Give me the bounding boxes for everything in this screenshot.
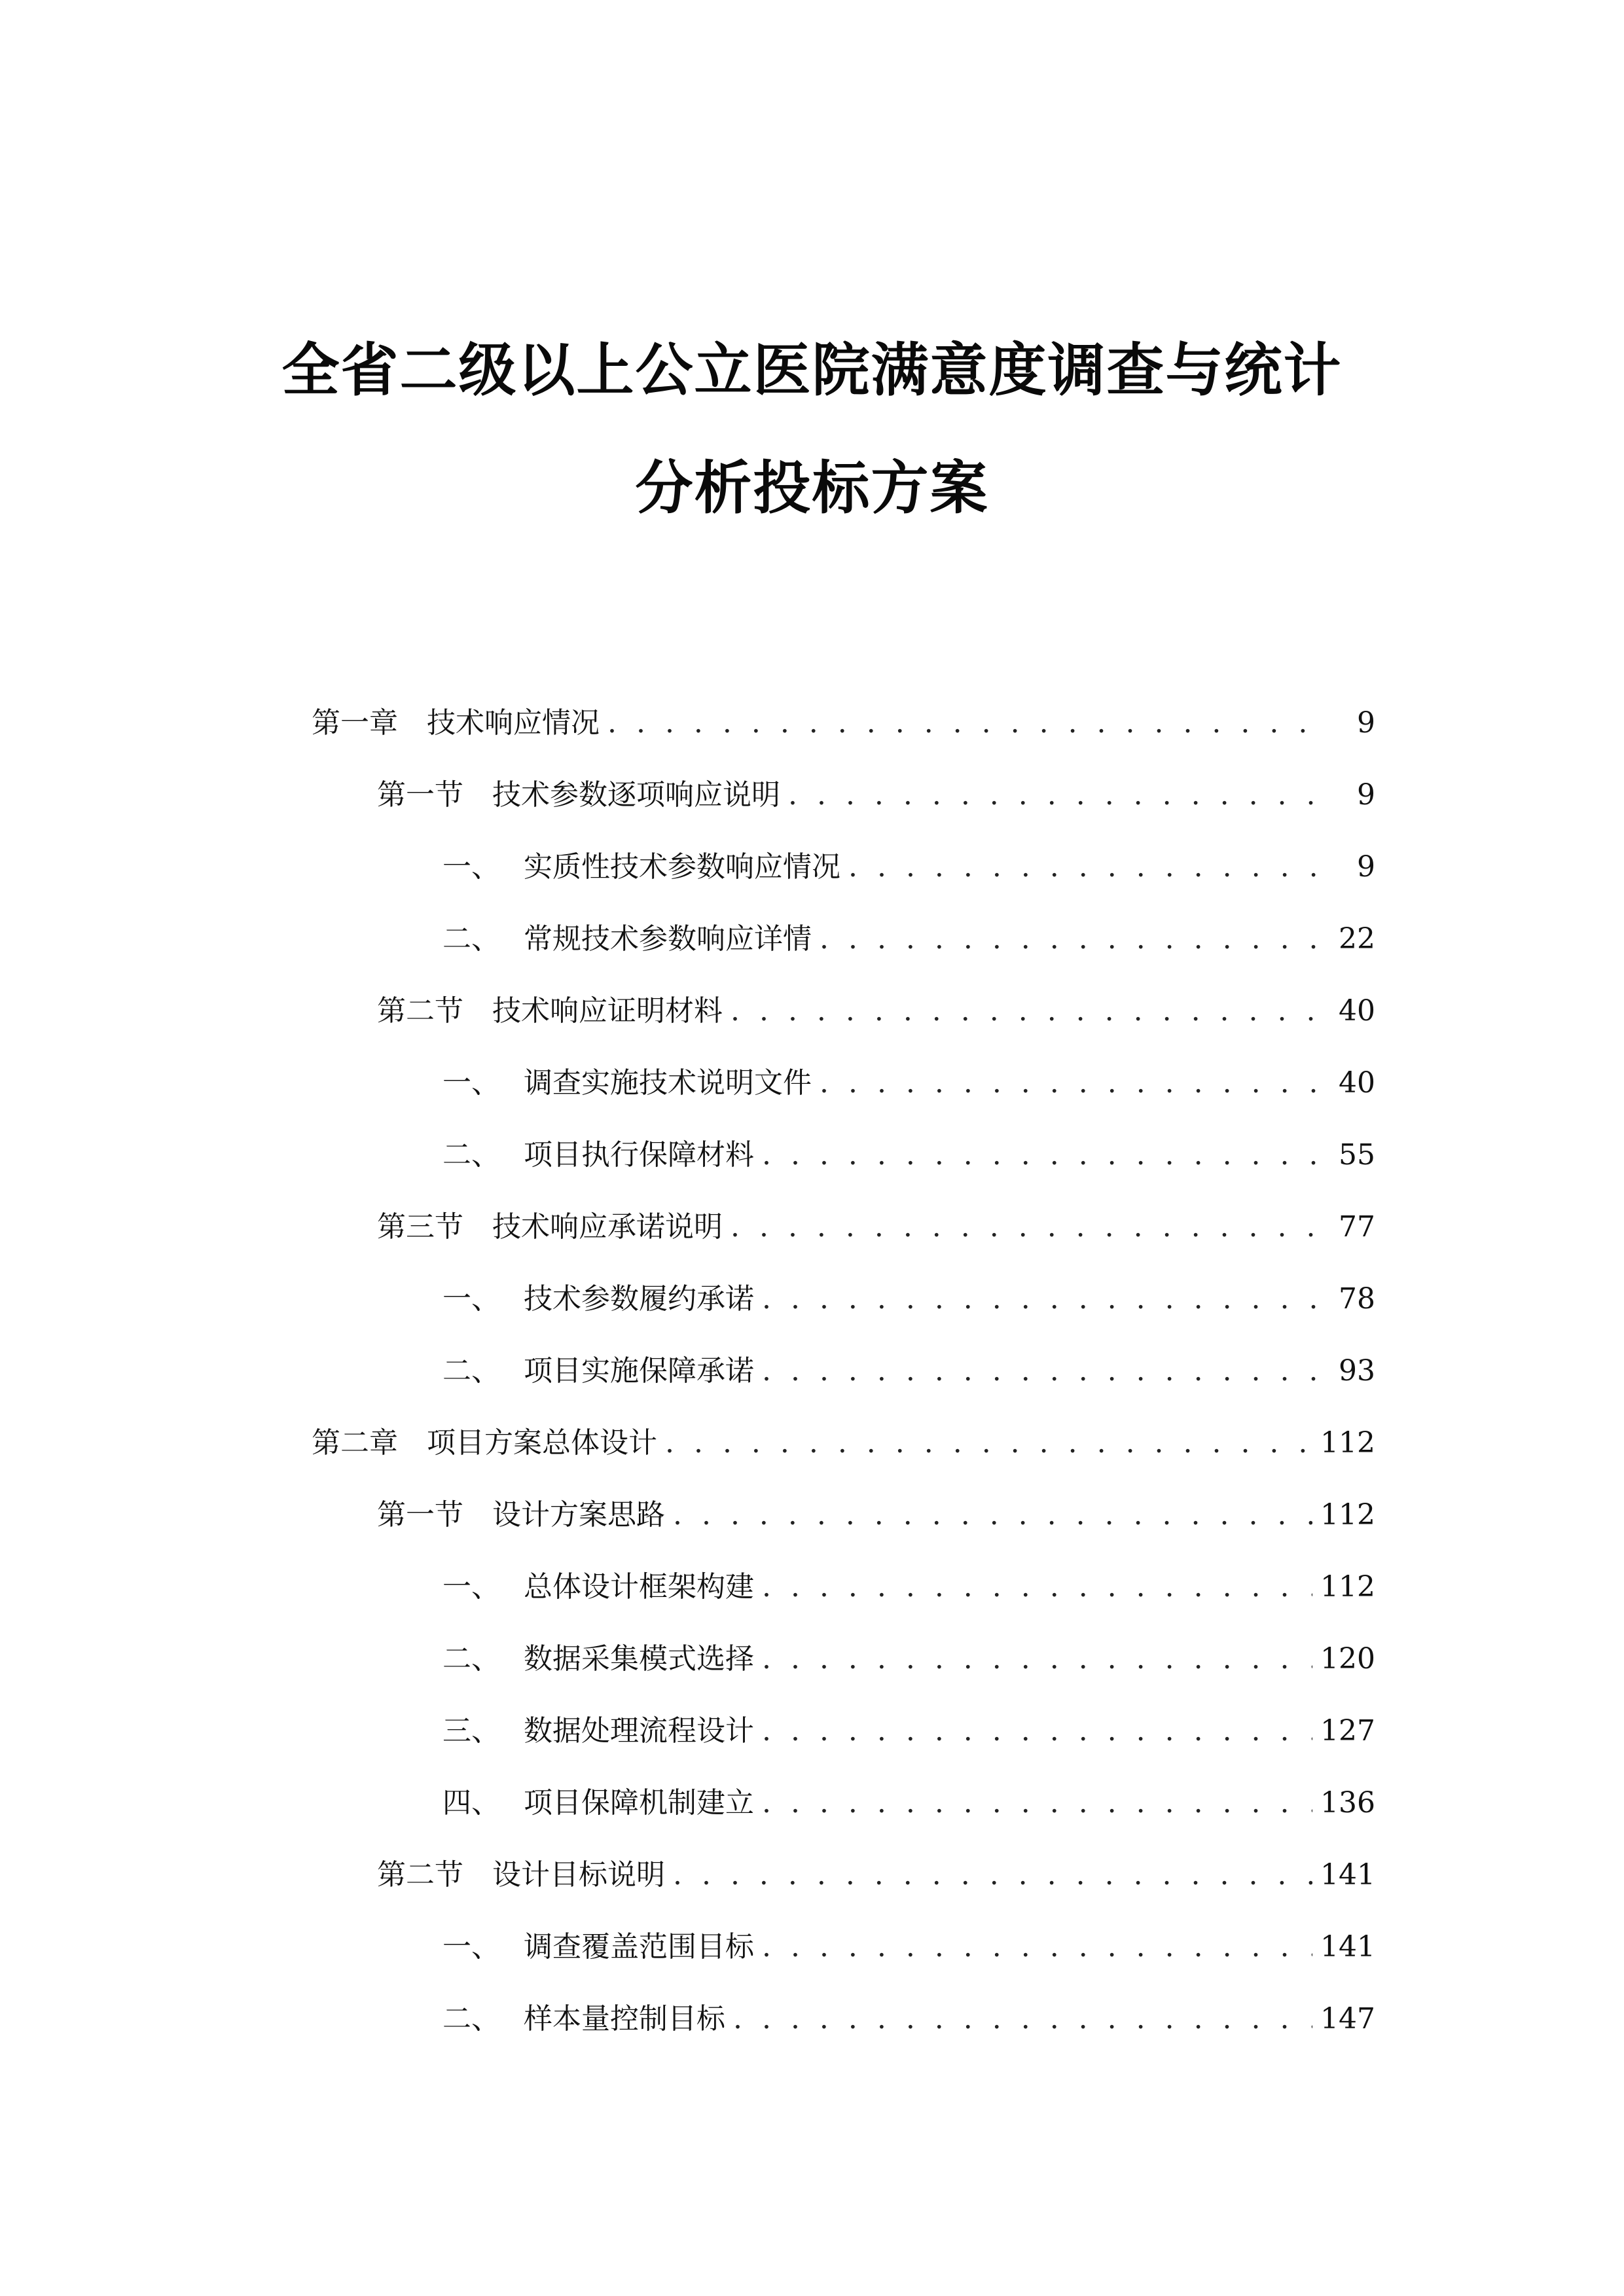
toc-entry-label: 调查覆盖范围目标 <box>524 1930 754 1964</box>
toc-entry-number: 一、 <box>442 1570 500 1604</box>
toc-entry-number: 第三节 <box>377 1210 463 1244</box>
toc-entry-page: 78 <box>1339 1282 1375 1316</box>
toc-dot-leader <box>848 848 1328 887</box>
toc-entry-label: 数据采集模式选择 <box>524 1642 754 1676</box>
toc-entry[interactable] <box>442 2000 1375 2039</box>
toc-entry[interactable] <box>442 1280 1375 1319</box>
toc-entry-number: 第一节 <box>377 1498 463 1532</box>
toc-dot-leader <box>665 1424 1312 1463</box>
toc-dot-leader <box>673 1856 1312 1895</box>
toc-entry[interactable] <box>442 920 1375 959</box>
toc-entry[interactable] <box>377 992 1375 1031</box>
toc-entry-label: 技术参数履约承诺 <box>524 1282 754 1316</box>
toc-entry-number: 第一节 <box>377 778 463 812</box>
toc-entry-page: 141 <box>1320 1858 1375 1892</box>
toc-entry-label: 总体设计框架构建 <box>524 1570 754 1604</box>
toc-entry-page: 55 <box>1339 1138 1375 1172</box>
toc-entry[interactable] <box>442 1640 1375 1679</box>
toc-dot-leader <box>607 704 1328 743</box>
toc-entry-page: 112 <box>1320 1570 1375 1604</box>
toc-entry-number: 一、 <box>442 1066 500 1100</box>
toc-dot-leader <box>762 1928 1312 1967</box>
toc-entry-number: 第一章 <box>312 706 398 740</box>
toc-entry-label: 技术响应承诺说明 <box>492 1210 723 1244</box>
toc-entry[interactable] <box>312 1424 1375 1463</box>
toc-entry-number: 第二节 <box>377 1858 463 1892</box>
toc-dot-leader <box>733 2000 1312 2039</box>
toc-entry-page: 136 <box>1320 1786 1375 1820</box>
toc-entry-page: 9 <box>1357 778 1375 812</box>
toc-dot-leader <box>762 1352 1328 1391</box>
toc-entry-label: 项目执行保障材料 <box>524 1138 754 1172</box>
toc-entry-number: 四、 <box>442 1786 500 1820</box>
toc-entry-label: 项目保障机制建立 <box>524 1786 754 1820</box>
toc-entry-page: 40 <box>1339 1066 1375 1100</box>
toc-entry-page: 120 <box>1320 1642 1375 1676</box>
toc-entry[interactable] <box>442 1568 1375 1607</box>
toc-dot-leader <box>673 1496 1312 1535</box>
toc-entry-page: 147 <box>1320 2002 1375 2036</box>
toc-entry[interactable] <box>442 848 1375 887</box>
toc-dot-leader <box>820 920 1328 959</box>
toc-entry-page: 112 <box>1320 1498 1375 1532</box>
toc-entry-number: 二、 <box>442 1642 500 1676</box>
toc-dot-leader <box>762 1280 1328 1319</box>
toc-entry[interactable] <box>442 1064 1375 1103</box>
toc-entry[interactable] <box>442 1352 1375 1391</box>
toc-entry-label: 样本量控制目标 <box>524 2002 725 2036</box>
document-title-line-2: 分析投标方案 <box>635 454 989 522</box>
toc-dot-leader <box>762 1568 1312 1607</box>
toc-dot-leader <box>762 1640 1312 1679</box>
toc-entry-number: 第二章 <box>312 1426 398 1460</box>
toc-entry-page: 9 <box>1357 706 1375 740</box>
toc-entry-number: 一、 <box>442 1282 500 1316</box>
toc-entry[interactable] <box>442 1136 1375 1175</box>
toc-dot-leader <box>762 1784 1312 1823</box>
toc-entry-page: 77 <box>1339 1210 1375 1244</box>
toc-entry-number: 二、 <box>442 2002 500 2036</box>
toc-entry[interactable] <box>377 1856 1375 1895</box>
toc-entry-page: 127 <box>1320 1714 1375 1748</box>
toc-dot-leader <box>762 1712 1312 1751</box>
toc-entry-page: 112 <box>1320 1426 1375 1460</box>
toc-entry-label: 实质性技术参数响应情况 <box>524 850 840 884</box>
toc-dot-leader <box>731 992 1328 1031</box>
toc-entry-number: 三、 <box>442 1714 500 1748</box>
toc-entry[interactable] <box>442 1784 1375 1823</box>
toc-entry[interactable] <box>312 704 1375 743</box>
toc-entry-number: 二、 <box>442 922 500 956</box>
toc-entry-number: 一、 <box>442 850 500 884</box>
toc-entry-page: 93 <box>1339 1354 1375 1388</box>
toc-entry-label: 常规技术参数响应详情 <box>524 922 812 956</box>
toc-entry-number: 第二节 <box>377 994 463 1028</box>
toc-entry-number: 二、 <box>442 1138 500 1172</box>
toc-entry[interactable] <box>442 1712 1375 1751</box>
toc-entry[interactable] <box>377 1208 1375 1247</box>
toc-entry-label: 项目方案总体设计 <box>427 1426 657 1460</box>
toc-dot-leader <box>820 1064 1328 1103</box>
toc-entry-label: 技术参数逐项响应说明 <box>492 778 780 812</box>
toc-dot-leader <box>788 776 1328 815</box>
toc-entry-page: 22 <box>1339 922 1375 956</box>
toc-entry-page: 141 <box>1320 1930 1375 1964</box>
toc-entry-label: 调查实施技术说明文件 <box>524 1066 812 1100</box>
toc-entry-label: 技术响应情况 <box>427 706 600 740</box>
toc-dot-leader <box>731 1208 1328 1247</box>
toc-entry[interactable] <box>377 1496 1375 1535</box>
toc-entry-label: 设计目标说明 <box>492 1858 665 1892</box>
toc-entry-page: 40 <box>1339 994 1375 1028</box>
toc-entry[interactable] <box>442 1928 1375 1967</box>
toc-entry-label: 数据处理流程设计 <box>524 1714 754 1748</box>
toc-entry-page: 9 <box>1357 850 1375 884</box>
toc-entry-label: 项目实施保障承诺 <box>524 1354 754 1388</box>
document-title-line-1: 全省二级以上公立医院满意度调查与统计 <box>281 336 1343 404</box>
toc-entry-number: 二、 <box>442 1354 500 1388</box>
toc-entry[interactable] <box>377 776 1375 815</box>
toc-entry-label: 设计方案思路 <box>492 1498 665 1532</box>
toc-dot-leader <box>762 1136 1328 1175</box>
toc-entry-label: 技术响应证明材料 <box>492 994 723 1028</box>
toc-entry-number: 一、 <box>442 1930 500 1964</box>
